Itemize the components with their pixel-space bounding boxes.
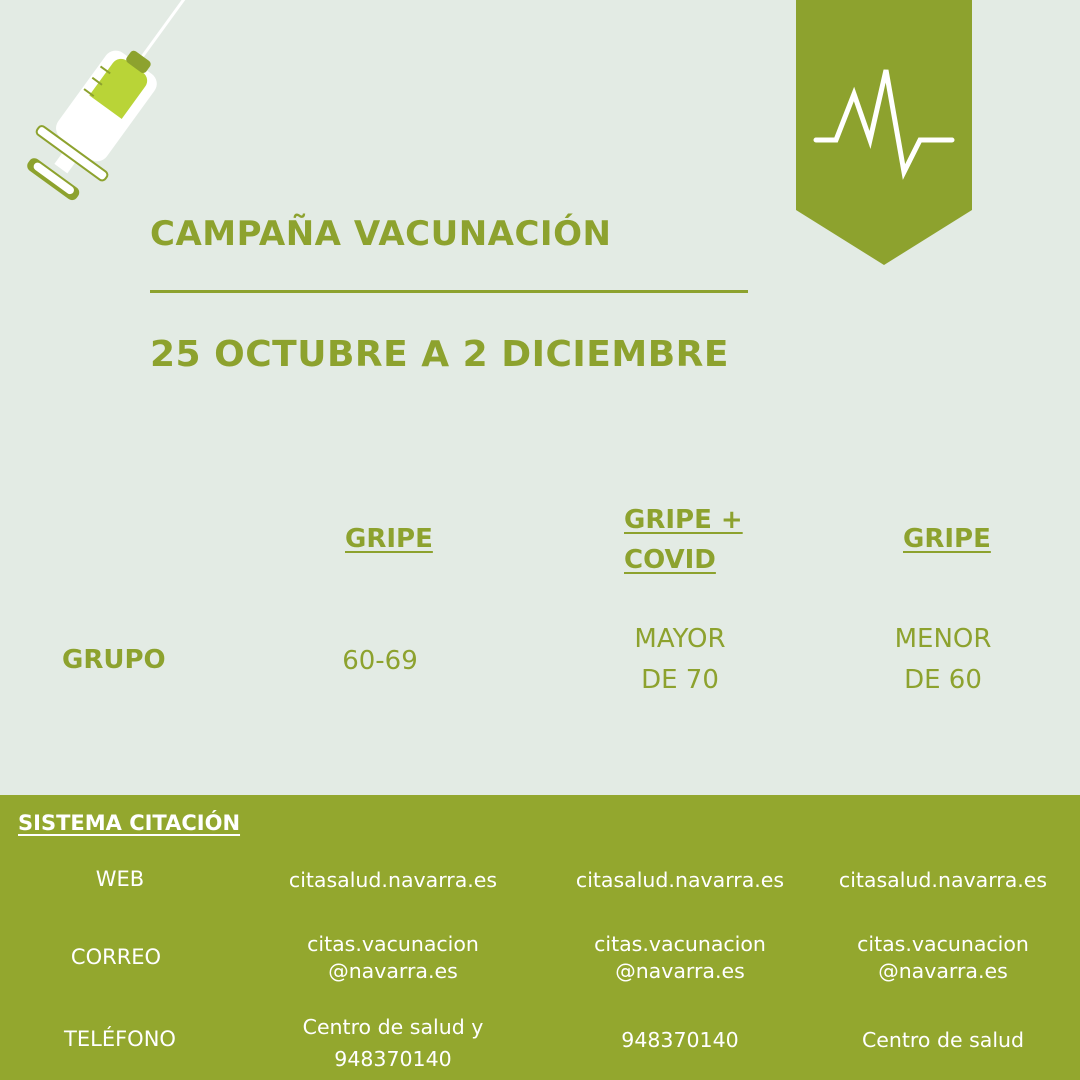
email-link-2[interactable]: citas.vacunacion @navarra.es — [594, 932, 766, 983]
phone-info-2[interactable]: 948370140 — [621, 1028, 739, 1052]
row-label-grupo: GRUPO — [62, 645, 166, 675]
group-value-gripe: 60-69 — [342, 646, 418, 676]
column-header-gripe-2: GRIPE — [903, 524, 991, 554]
citacion-title: SISTEMA CITACIÓN — [18, 811, 241, 835]
column-header-gripe-covid: GRIPE + COVID — [624, 505, 743, 575]
group-value-gripe-covid: MAYOR DE 70 — [634, 624, 726, 695]
campaign-dates: 25 OCTUBRE A 2 DICIEMBRE — [150, 334, 729, 375]
citacion-label-correo: CORREO — [70, 945, 162, 969]
phone-info-1: Centro de salud y 948370140 — [302, 1015, 484, 1071]
phone-info-3: Centro de salud — [861, 1028, 1025, 1052]
web-link-3[interactable]: citasalud.navarra.es — [838, 868, 1048, 892]
citacion-label-telefono: TELÉFONO — [64, 1027, 176, 1051]
syringe-icon — [18, 0, 248, 220]
citacion-panel — [0, 795, 1080, 1080]
column-header-gripe: GRIPE — [345, 524, 433, 554]
citacion-label-web: WEB — [95, 867, 145, 891]
web-link-2[interactable]: citasalud.navarra.es — [575, 868, 785, 892]
email-link-1[interactable]: citas.vacunacion @navarra.es — [307, 932, 479, 983]
group-value-gripe-2: MENOR DE 60 — [894, 624, 992, 695]
web-link-1[interactable]: citasalud.navarra.es — [288, 868, 498, 892]
email-link-3[interactable]: citas.vacunacion @navarra.es — [857, 932, 1029, 983]
page-title: CAMPAÑA VACUNACIÓN — [150, 214, 612, 254]
title-divider — [150, 290, 748, 293]
heartbeat-banner — [796, 0, 972, 265]
